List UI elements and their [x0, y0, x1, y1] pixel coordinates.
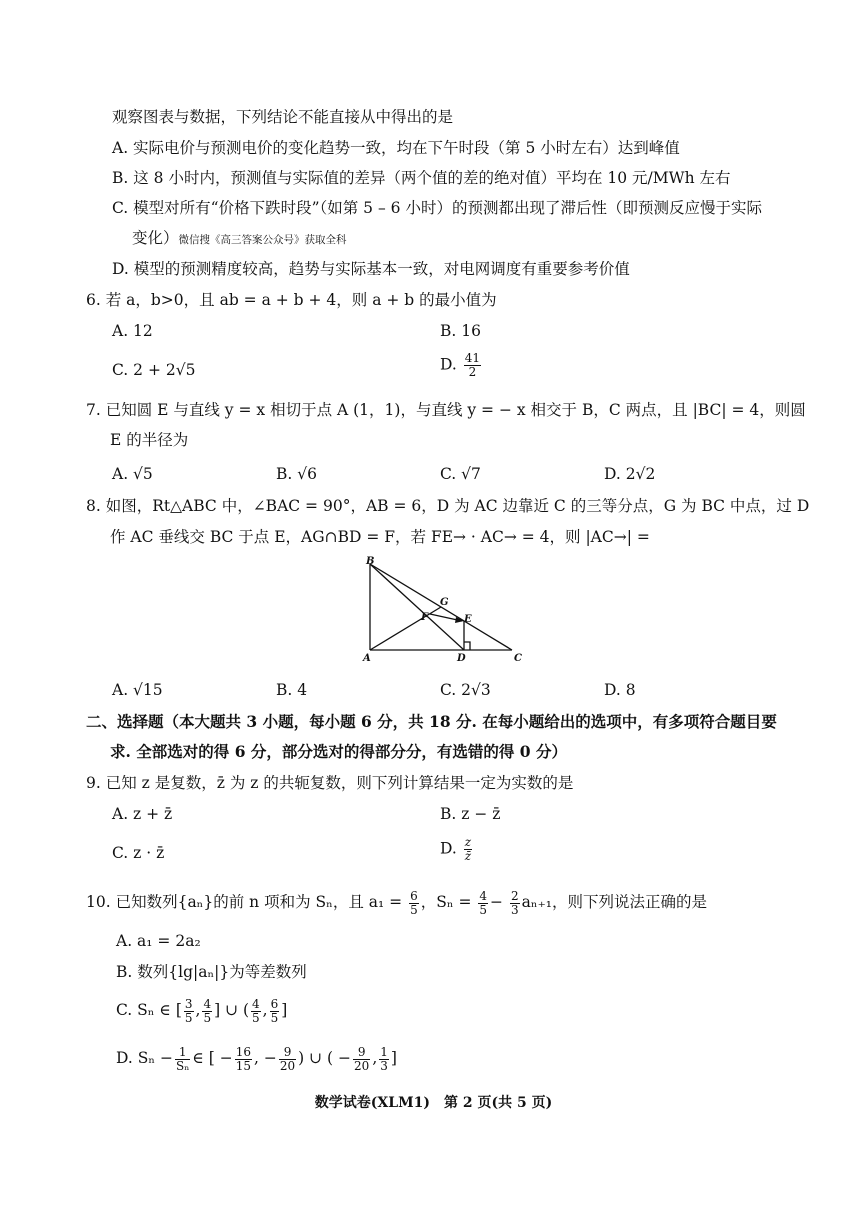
q8-stem-line2: 作 AC 垂线交 BC 于点 E，AG∩BD = F，若 FE→ · AC→ = 4，则 |AC→| = — [110, 528, 650, 546]
q10-c-f1-numerator: 3 — [184, 996, 193, 1011]
section2-title-line1: 二、选择题（本大题共 3 小题，每小题 6 分，共 18 分. 在每小题给出的选项中，有多项符合题目要 — [86, 712, 777, 731]
q10-d-f1-denominator: 15 — [235, 1058, 252, 1073]
q8-option-d: D. 8 — [604, 681, 636, 699]
q10-d-f0-denominator: Sₙ — [175, 1058, 190, 1073]
q9-option-d-fraction — [464, 836, 472, 863]
q10-stem-part2: ，Sₙ = — [420, 893, 472, 911]
q8-stem-line1: 8. 如图，Rt△ABC 中，∠BAC = 90°，AB = 6，D 为 AC 边靠近 C 的三等分点，G 为 BC 中点，过 D — [86, 497, 810, 515]
q10-stem-part1: 10. 已知数列{aₙ}的前 n 项和为 Sₙ，且 a₁ = — [86, 893, 403, 911]
q10-d-comma: , — [372, 1049, 378, 1067]
q8-option-b: B. 4 — [276, 681, 308, 699]
q5-option-c-tail: 变化） — [132, 229, 179, 247]
q10-d-fraction4 — [379, 1046, 389, 1073]
q6-option-c: C. 2 + 2√5 — [112, 361, 196, 379]
q9-option-a: A. z + z̄ — [112, 805, 173, 823]
q5-option-c-line1: C. 模型对所有“价格下跌时段”（如第 5 – 6 小时）的预测都出现了滞后性（即预测反应慢于实际 — [112, 199, 762, 217]
q10-d-fraction0 — [175, 1046, 190, 1073]
watermark-text: 微信搜《高三答案公众号》获取全科 — [178, 234, 347, 246]
q10-d-f2-numerator: 9 — [279, 1046, 296, 1060]
q10-d-f3-numerator: 9 — [353, 1046, 370, 1060]
q10-c-fraction2 — [202, 998, 212, 1025]
q10-c-close: ] — [281, 1001, 288, 1019]
label-b: B — [366, 556, 375, 567]
q5-option-a: A. 实际电价与预测电价的变化趋势一致，均在下午时段（第 5 小时左右）达到峰值 — [112, 139, 680, 157]
q10-c-fraction3 — [251, 998, 261, 1025]
q7-option-a: A. √5 — [112, 465, 153, 483]
q10-f2-denominator: 5 — [479, 902, 488, 917]
q10-d-part2: ∈ [ − — [192, 1049, 233, 1067]
q9-option-d — [440, 836, 474, 863]
q10-a1-numerator: 6 — [410, 888, 418, 903]
label-d: D — [457, 653, 466, 664]
q6-option-a: A. 12 — [112, 322, 153, 340]
q6-option-b: B. 16 — [440, 322, 481, 340]
q7-option-b: B. √6 — [276, 465, 317, 483]
q10-d-part3: , − — [254, 1049, 277, 1067]
label-a: A — [363, 653, 371, 664]
q10-d-f4-denominator: 3 — [380, 1058, 388, 1073]
q10-f2-numerator: 4 — [479, 888, 488, 903]
q6-option-d-label: D. — [440, 355, 457, 374]
page-footer: 数学试卷(XLM1) 第 2 页(共 5 页) — [314, 1095, 553, 1111]
q10-d-f1-numerator: 16 — [235, 1044, 252, 1059]
q10-d-fraction1 — [235, 1046, 252, 1073]
q10-option-c — [116, 996, 287, 1025]
q10-c-union: ] ∪ ( — [214, 1001, 250, 1019]
q9-option-d-label: D. — [440, 839, 457, 858]
segment-bd — [370, 564, 464, 650]
q10-c-f3-denominator: 5 — [252, 1010, 260, 1025]
q10-a1-fraction — [409, 890, 419, 917]
q10-c-fraction1 — [184, 998, 194, 1025]
q7-stem-line1: 7. 已知圆 E 与直线 y = x 相切于点 A (1，1)，与直线 y = − x 相交于 B，C 两点，且 |BC| = 4，则圆 — [86, 401, 806, 419]
q6-option-d-fraction — [464, 352, 481, 379]
q8-option-c: C. 2√3 — [440, 681, 491, 699]
q10-sn-fraction1 — [478, 890, 488, 917]
q7-stem-line2: E 的半径为 — [110, 431, 189, 449]
q10-c-f4-denominator: 5 — [270, 1010, 279, 1025]
q9-d-numerator: z — [464, 835, 472, 849]
right-angle-mark — [464, 642, 470, 650]
q10-f3-numerator: 2 — [510, 888, 519, 903]
section2-title-line2: 求. 全部选对的得 6 分，部分选对的得部分分，有选错的得 0 分） — [110, 742, 567, 761]
q6-option-d — [440, 352, 483, 379]
q9-stem: 9. 已知 z 是复数，z̄ 为 z 的共轭复数，则下列计算结果一定为实数的是 — [86, 774, 574, 792]
q10-c-comma1: , — [195, 1001, 201, 1019]
q10-c-f2-denominator: 5 — [203, 1010, 212, 1025]
q10-stem — [86, 888, 707, 917]
q5-option-c-line2 — [132, 228, 347, 250]
label-c: C — [514, 653, 522, 664]
q9-option-c: C. z · z̄ — [112, 844, 165, 862]
q10-stem-minus: − — [490, 893, 504, 911]
q10-option-b: B. 数列{lg|aₙ|}为等差数列 — [116, 963, 307, 981]
q10-option-a: A. a₁ = 2a₂ — [116, 932, 201, 950]
q10-c-f1-denominator: 5 — [184, 1010, 193, 1025]
label-f: F — [421, 612, 429, 623]
q10-c-part1: C. Sₙ ∈ [ — [116, 1001, 182, 1019]
q10-d-part1: D. Sₙ − — [116, 1049, 173, 1067]
q10-c-fraction4 — [270, 998, 280, 1025]
q10-d-f3-denominator: 20 — [354, 1058, 370, 1073]
q6-stem: 6. 若 a，b>0，且 ab = a + b + 4，则 a + b 的最小值为 — [86, 291, 497, 309]
q10-d-fraction2 — [279, 1046, 296, 1073]
q10-c-f4-numerator: 6 — [270, 996, 279, 1011]
q10-d-f0-numerator: 1 — [175, 1046, 190, 1060]
q7-option-c: C. √7 — [440, 465, 481, 483]
q10-a1-denominator: 5 — [410, 902, 418, 917]
q8-option-a: A. √15 — [112, 681, 163, 699]
q10-f3-denominator: 3 — [510, 902, 519, 917]
q7-option-d: D. 2√2 — [604, 465, 656, 483]
q10-c-f3-numerator: 4 — [252, 996, 260, 1011]
q9-option-b: B. z − z̄ — [440, 805, 501, 823]
q9-d-denominator: z̄ — [464, 849, 472, 863]
triangle-figure — [360, 556, 530, 668]
q5-option-d: D. 模型的预测精度较高，趋势与实际基本一致，对电网调度有重要参考价值 — [112, 260, 630, 278]
q10-d-union: ) ∪ ( − — [298, 1049, 352, 1067]
q10-d-close: ] — [390, 1049, 397, 1067]
q10-sn-fraction2 — [510, 890, 520, 917]
q10-d-f4-numerator: 1 — [380, 1044, 388, 1059]
q10-c-f2-numerator: 4 — [203, 996, 212, 1011]
q10-option-d — [116, 1044, 397, 1073]
q10-d-f2-denominator: 20 — [279, 1058, 296, 1073]
q10-d-fraction3 — [353, 1046, 370, 1073]
q10-stem-part3: aₙ₊₁，则下列说法正确的是 — [521, 893, 707, 911]
q10-c-comma2: , — [262, 1001, 268, 1019]
q5-prompt: 观察图表与数据，下列结论不能直接从中得出的是 — [112, 108, 454, 126]
q6-d-denominator: 2 — [468, 365, 477, 379]
q5-option-b: B. 这 8 小时内，预测值与实际值的差异（两个值的差的绝对值）平均在 10 元/MWh 左右 — [112, 169, 731, 187]
q6-d-numerator: 41 — [464, 351, 481, 365]
label-e: E — [464, 614, 472, 625]
label-g: G — [440, 597, 449, 608]
